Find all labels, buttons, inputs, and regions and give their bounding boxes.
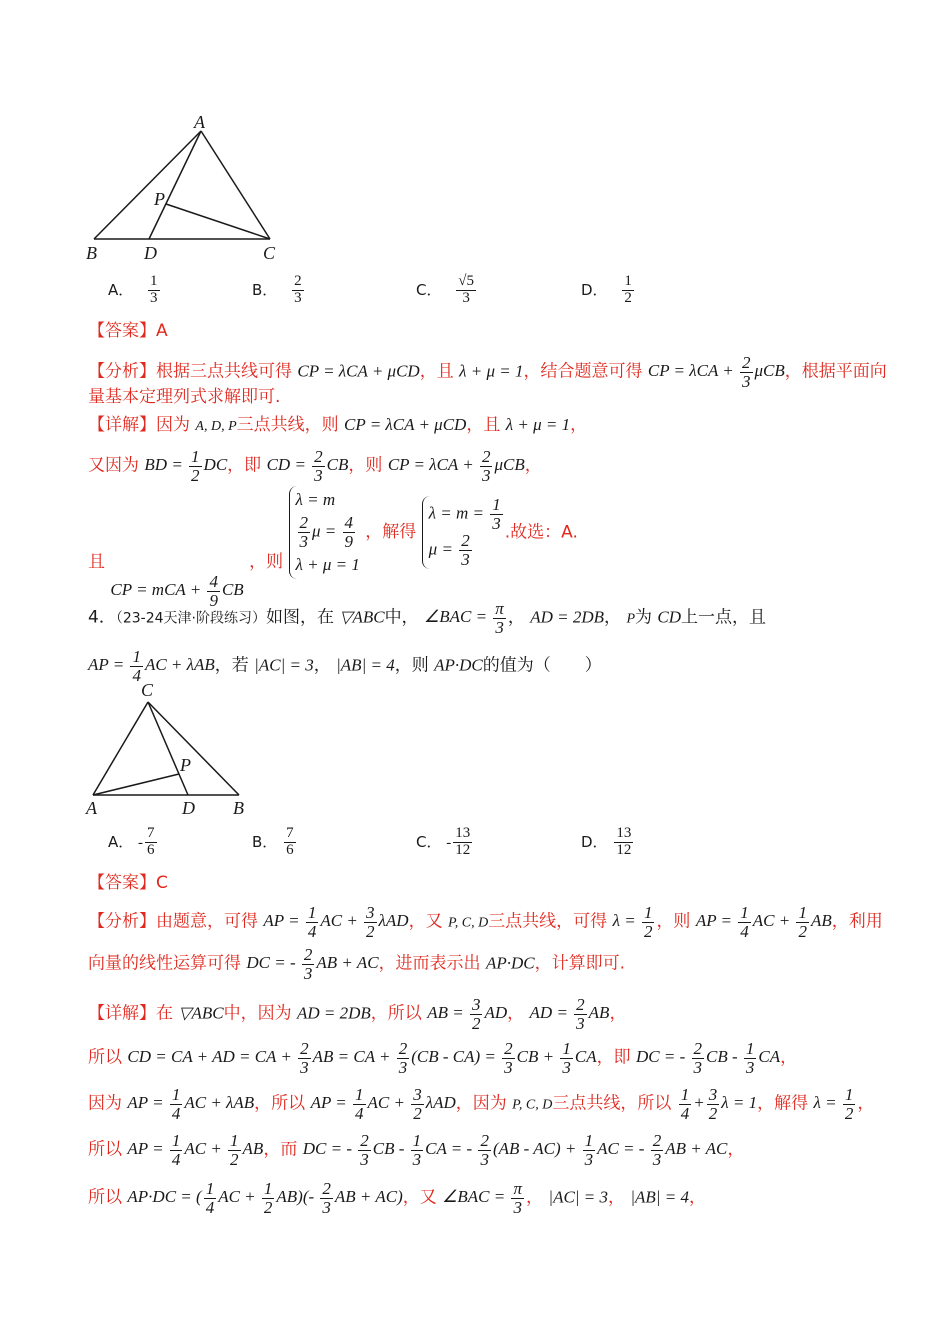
formula: BD = $\frac{1}{2}$ DC — [144, 447, 228, 485]
formula: AP = $\frac{1}{4}$ AC + λAB — [88, 647, 215, 685]
answer-tag: 【答案】 — [88, 873, 156, 893]
option-d[interactable] — [581, 274, 636, 307]
option-c[interactable] — [416, 826, 474, 859]
stem-text: ， — [604, 607, 622, 628]
formula: ∠BAC = $\frac{\pi}{3}$ — [423, 599, 504, 637]
vertex-label-A: A — [86, 798, 97, 818]
denominator: 2 — [624, 289, 632, 306]
formula: AP = $\frac{1}{4}$ AC + $\frac{3}{2}$ λAD — [310, 1085, 456, 1123]
detail-text: ，而 — [263, 1139, 298, 1160]
formula: P, C, D — [447, 915, 489, 931]
formula: |AC| = 3 — [254, 655, 314, 675]
option-label: A． — [108, 280, 134, 299]
detail-tag: 【详解】 — [88, 1003, 156, 1024]
formula: AP·DC = ( $\frac{1}{4}$ AC + $\frac{1}{2}$ AB)(- $\frac{2}{3}$ AB + AC) — [127, 1179, 403, 1217]
detail-text: ， — [688, 1187, 706, 1208]
vertex-label-C: C — [141, 680, 154, 700]
formula: λ + μ = 1 — [505, 415, 571, 434]
formula: CP = λCA + $\frac{2}{3}$ μCB — [647, 353, 785, 391]
analysis-text: ，利用 — [831, 911, 883, 932]
stem-text: 的值为（ ） — [482, 655, 602, 676]
detail-line-4 — [88, 1132, 744, 1169]
formula: $\frac{1}{4}$ + $\frac{3}{2}$ λ = 1 — [680, 1085, 758, 1123]
vertex-label-B: B — [86, 243, 97, 263]
numerator: 13 — [455, 825, 471, 841]
numerator: √5 — [458, 273, 474, 289]
analysis-text: 三点共线，可得 — [488, 911, 608, 932]
formula: λ = $\frac{1}{2}$ — [612, 903, 653, 941]
analysis-text: ，根据平面向 — [784, 361, 887, 382]
option-label: A． — [108, 832, 134, 851]
stem-text: ， — [507, 607, 525, 628]
formula: AD = 2DB — [530, 607, 605, 627]
denominator: 6 — [286, 841, 294, 858]
detail-text: 三点共线，所以 — [552, 1093, 672, 1114]
answer-value: C — [156, 873, 168, 893]
formula: DC = - $\frac{2}{3}$ CB - $\frac{1}{3}$ CA — [636, 1039, 781, 1077]
analysis-text: ，又 — [408, 911, 443, 932]
analysis-text: ，则 — [656, 911, 691, 932]
formula: CD = $\frac{2}{3}$ CB — [266, 447, 349, 485]
option-label: C． — [416, 832, 442, 851]
detail-text: ，所以 — [254, 1093, 306, 1114]
detail-text: ， — [609, 1003, 627, 1024]
triangle-figure-q4 — [78, 676, 258, 826]
stem-text: 如图，在 — [265, 607, 334, 628]
numerator: 1 — [624, 273, 632, 289]
sign: - — [446, 834, 452, 851]
formula: λ + μ = 1 — [459, 361, 524, 381]
detail-text: 三点共线，则 — [236, 415, 339, 435]
analysis-tag: 【分析】 — [88, 361, 156, 382]
detail-text: 所以 — [88, 1047, 122, 1068]
formula: AP = $\frac{1}{4}$ AC + λAB — [127, 1085, 255, 1123]
detail-text: ， — [857, 1093, 875, 1114]
detail-text: ， — [507, 1003, 525, 1024]
equation-system: λ = m $\frac{2}{3}$ μ = $\frac{4}{9}$ λ + μ = 1 — [289, 486, 360, 579]
sign: - — [138, 834, 144, 851]
formula: AP = $\frac{1}{4}$ AC + $\frac{1}{2}$ AB — [695, 903, 832, 941]
detail-line-3 — [88, 486, 578, 610]
detail-text: ，解得 — [757, 1093, 809, 1114]
formula: DC = - $\frac{2}{3}$ AB + AC — [246, 945, 379, 983]
detail-text: ，则 — [348, 455, 383, 476]
formula: CP = λCA + $\frac{2}{3}$ μCB — [387, 447, 525, 485]
analysis-text: 由题意，可得 — [156, 911, 258, 932]
detail-text: ， — [526, 1187, 543, 1208]
formula: CP = λCA + μCD — [297, 361, 420, 381]
analysis-text: 根据三点共线可得 — [156, 361, 292, 382]
formula: P, C, D — [512, 1097, 553, 1113]
numerator: 2 — [294, 273, 302, 289]
option-label: D． — [581, 280, 608, 299]
numerator: 1 — [150, 273, 158, 289]
option-label: B． — [252, 280, 278, 299]
stem-text: 上一点，且 — [681, 607, 767, 628]
formula: |AB| = 4 — [630, 1187, 689, 1207]
analysis-text: ，且 — [419, 361, 454, 382]
vertex-label-C: C — [263, 243, 276, 263]
vertex-label-A: A — [194, 112, 205, 132]
option-label: C． — [416, 280, 442, 299]
detail-text: ， — [524, 455, 542, 476]
triangle-figure-q3 — [80, 110, 300, 270]
denominator: 3 — [462, 289, 470, 306]
analysis-text: 量基本定理列式求解即可. — [88, 387, 281, 407]
formula: A, D, P — [195, 419, 237, 434]
formula: ▽ABC — [178, 1003, 224, 1023]
detail-line-2 — [88, 1040, 797, 1077]
detail-line-5 — [88, 1180, 706, 1217]
answer-value: A — [156, 321, 168, 341]
option-c[interactable] — [416, 274, 478, 307]
denominator: 6 — [147, 841, 155, 858]
detail-text: 所以 — [88, 1187, 122, 1208]
detail-text: .故选：A. — [504, 522, 578, 543]
numerator: 7 — [286, 825, 294, 841]
option-a[interactable] — [108, 274, 162, 307]
formula: ∠BAC = $\frac{\pi}{3}$ — [442, 1179, 522, 1217]
formula: CD — [657, 607, 682, 627]
detail-text: ，又 — [402, 1187, 437, 1208]
detail-line-1 — [88, 996, 626, 1033]
stem-text: 中， — [384, 607, 419, 628]
detail-text: ， — [780, 1047, 798, 1068]
solution-system: λ = m = $\frac{1}{3}$ μ = $\frac{2}{3}$ — [422, 496, 505, 569]
option-a[interactable] — [108, 826, 159, 859]
detail-text: 又因为 — [88, 455, 139, 476]
detail-text: ，所以 — [370, 1003, 422, 1024]
numerator: 7 — [147, 825, 155, 841]
formula: ▽ABC — [339, 607, 385, 627]
formula: |AB| = 4 — [336, 655, 395, 675]
numerator: 13 — [616, 825, 632, 841]
formula: AP = $\frac{1}{4}$ AC + $\frac{3}{2}$ λAD — [263, 903, 409, 941]
formula: λ = $\frac{1}{2}$ — [813, 1085, 854, 1123]
formula: DC = - $\frac{2}{3}$ CB - $\frac{1}{3}$ CA = - $\frac{2}{3}$ (AB - AC) + $\frac{1}{3}$ AC = - $\frac{2}{3}$ AB + AC — [302, 1131, 728, 1169]
denominator: 12 — [616, 841, 632, 858]
denominator: 3 — [150, 289, 158, 306]
formula: AD = $\frac{2}{3}$ AB — [529, 995, 610, 1033]
stem-text: ，则 — [394, 655, 429, 676]
detail-text: ，因为 — [455, 1093, 507, 1114]
vertex-label-B: B — [233, 798, 244, 818]
stem-text: ， — [313, 655, 331, 676]
detail-text: 所以 — [88, 1139, 122, 1160]
formula: CD = CA + AD = CA + $\frac{2}{3}$ AB = CA + $\frac{2}{3}$ (CB - CA) = $\frac{2}{3}$ CB + $\frac{1}{3}$ CA — [127, 1039, 597, 1077]
detail-text: ，且 — [466, 415, 501, 435]
stem-text: 为 — [635, 607, 652, 628]
detail-text: ，解得 — [365, 522, 417, 543]
formula: AP·DC — [485, 953, 535, 973]
formula: CP = λCA + μCD — [344, 415, 467, 434]
formula: |AC| = 3 — [548, 1187, 608, 1207]
denominator: 3 — [294, 289, 302, 306]
detail-text: 且 — [88, 552, 105, 573]
detail-line-2 — [88, 448, 542, 485]
option-label: B． — [252, 832, 278, 851]
vertex-label-D: D — [182, 798, 195, 818]
formula: AP = $\frac{1}{4}$ AC + $\frac{1}{2}$ AB — [127, 1131, 264, 1169]
q4-stem-line-1 — [88, 600, 766, 637]
detail-text: ， — [607, 1187, 625, 1208]
option-d[interactable] — [581, 826, 635, 859]
formula: P — [626, 611, 635, 627]
answer-line — [88, 872, 168, 894]
denominator: 12 — [455, 841, 471, 858]
detail-text: 在 — [156, 1003, 173, 1024]
option-label: D． — [581, 832, 608, 851]
detail-tag: 【详解】 — [88, 415, 156, 435]
analysis-line-2 — [88, 386, 280, 408]
option-b[interactable] — [252, 274, 306, 307]
detail-text: ，则 — [249, 552, 284, 573]
analysis-text: ，进而表示出 — [378, 953, 481, 974]
analysis-line-2 — [88, 946, 625, 983]
stem-text: ，若 — [214, 655, 249, 676]
analysis-text: ，结合题意可得 — [523, 361, 643, 382]
detail-line-3 — [88, 1086, 874, 1123]
detail-text: ， — [570, 415, 588, 435]
analysis-tag: 【分析】 — [88, 911, 156, 932]
formula: CP = mCA + $\frac{4}{9}$ CB — [110, 572, 244, 610]
analysis-text: ，计算即可. — [534, 953, 626, 974]
detail-line-1 — [88, 414, 587, 438]
answer-line — [88, 320, 168, 342]
option-b[interactable] — [252, 826, 298, 859]
formula: AP·DC — [434, 655, 483, 675]
detail-text: ，即 — [227, 455, 262, 476]
analysis-text: 向量的线性运算可得 — [88, 953, 241, 974]
analysis-line-1 — [88, 904, 883, 941]
formula: AB = $\frac{3}{2}$ AD — [427, 995, 508, 1033]
question-number: 4． — [88, 607, 116, 628]
detail-text: ， — [727, 1139, 745, 1160]
question-source: （23-24天津·阶段练习） — [115, 610, 266, 627]
detail-text: 中，因为 — [223, 1003, 292, 1024]
formula: AD = 2DB — [297, 1003, 371, 1023]
vertex-label-D: D — [144, 243, 157, 263]
point-label-P: P — [154, 189, 165, 209]
detail-text: 因为 — [156, 415, 190, 435]
answer-tag: 【答案】 — [88, 321, 156, 341]
point-label-P: P — [180, 755, 191, 775]
detail-text: 因为 — [88, 1093, 122, 1114]
detail-text: ，即 — [596, 1047, 631, 1068]
